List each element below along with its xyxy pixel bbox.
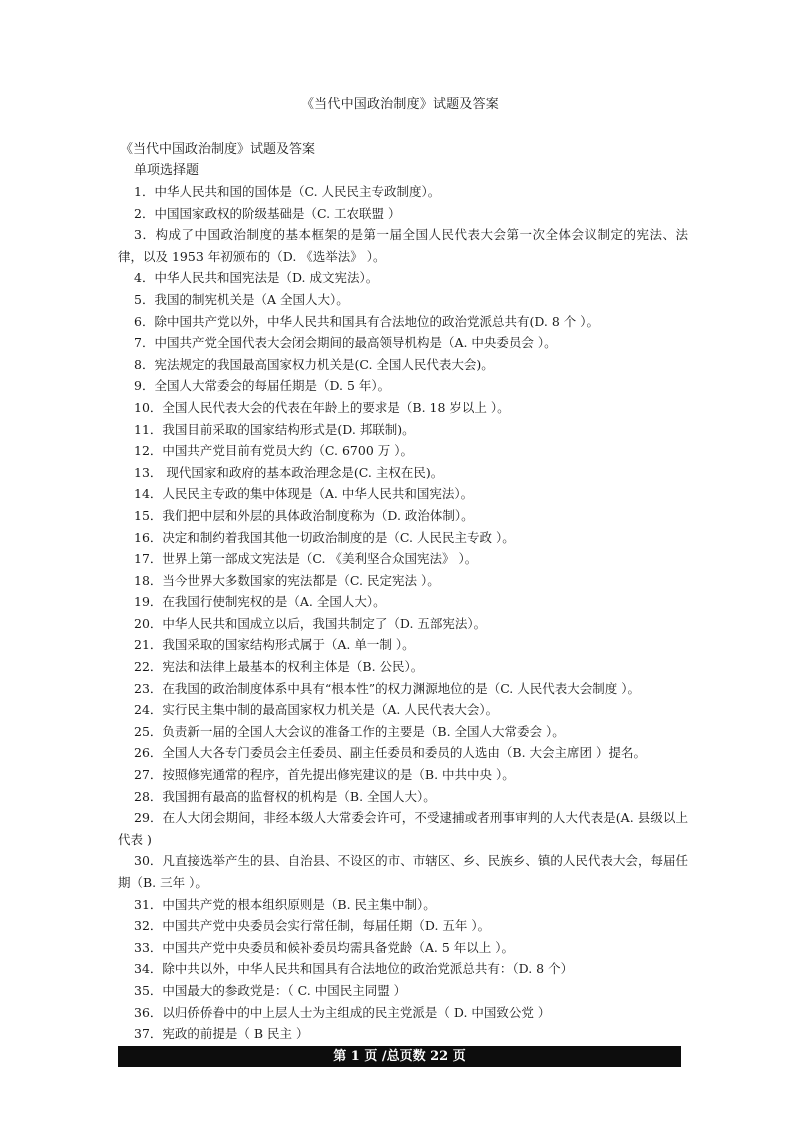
question-item: 22．宪法和法律上最基本的权利主体是（B. 公民）。: [134, 659, 424, 675]
document-title: 《当代中国政治制度》试题及答案: [120, 142, 316, 157]
question-item: 32．中国共产党中央委员会实行常任制，每届任期（D. 五年 ）。: [134, 918, 491, 934]
question-item: 27．按照修宪通常的程序，首先提出修宪建议的是（B. 中共中央 ）。: [134, 767, 515, 783]
question-item: 25．负责新一届的全国人大会议的准备工作的主要是（B. 全国人大常委会 ）。: [134, 723, 565, 739]
question-item: 30．凡直接选举产生的县、自治县、不设区的市、市辖区、乡、民族乡、镇的人民代表大会，每届任期（B. 三年 ）。: [118, 853, 688, 890]
question-item: 24．实行民主集中制的最高国家权力机关是（A. 人民代表大会）。: [134, 702, 499, 718]
question-list: [118, 181, 688, 1045]
question-item: 6．除中国共产党以外，中华人民共和国具有合法地位的政治党派总共有(D. 8 个 ）。: [134, 313, 600, 329]
question-item: 17．世界上第一部成文宪法是（C. 《美利坚合众国宪法》 ）。: [134, 551, 478, 567]
question-item: 11．我国目前采取的国家结构形式是(D. 邦联制)。: [134, 421, 415, 437]
question-item: 12．中国共产党目前有党员大约（C. 6700 万 ）。: [134, 443, 413, 459]
question-item: 10．全国人民代表大会的代表在年龄上的要求是（B. 18 岁以上 ）。: [134, 399, 510, 415]
question-item: 33．中国共产党中央委员和候补委员均需具备党龄（A. 5 年以上 ）。: [134, 939, 515, 955]
question-item: 26．全国人大各专门委员会主任委员、副主任委员和委员的人选由（B. 大会主席团 ）提名。: [134, 745, 647, 761]
question-item: 36．以归侨侨眷中的中上层人士为主组成的民主党派是（ D. 中国致公党 ）: [134, 1004, 551, 1020]
question-item: 3．构成了中国政治制度的基本框架的是第一届全国人民代表大会第一次全体会议制定的宪法、法律，以及 1953 年初颁布的（D. 《选举法》 ）。: [118, 227, 688, 264]
question-item: 16．决定和制约着我国其他一切政治制度的是（C. 人民民主专政 ）。: [134, 529, 515, 545]
question-item: 2．中国国家政权的阶级基础是（C. 工农联盟 ）: [134, 205, 401, 221]
section-label: 单项选择题: [134, 163, 200, 178]
question-item: 14．人民民主专政的集中体现是（A. 中华人民共和国宪法）。: [134, 486, 474, 502]
question-item: 31．中国共产党的根本组织原则是（B. 民主集中制）。: [134, 896, 436, 912]
question-item: 29．在人大闭会期间，非经本级人大常委会许可，不受逮捕或者刑事审判的人大代表是(A. 县级以上代表 ): [118, 810, 688, 847]
question-item: 18．当今世界大多数国家的宪法都是（C. 民定宪法 ）。: [134, 572, 440, 588]
page-footer: 第 1 页 /总页数 22 页: [118, 1046, 681, 1067]
question-item: 8．宪法规定的我国最高国家权力机关是(C. 全国人民代表大会)。: [134, 356, 494, 372]
question-item: 35．中国最大的参政党是：（ C. 中国民主同盟 ）: [134, 982, 407, 998]
question-item: 7．中国共产党全国代表大会闭会期间的最高领导机构是（A. 中央委员会 ）。: [134, 335, 557, 351]
question-item: 9．全国人大常委会的每届任期是（D. 5 年）。: [134, 378, 391, 394]
question-item: 20．中华人民共和国成立以后，我国共制定了（D. 五部宪法）。: [134, 615, 487, 631]
question-item: 21．我国采取的国家结构形式属于（A. 单一制 ）。: [134, 637, 415, 653]
question-item: 23．在我国的政治制度体系中具有“根本性”的权力渊源地位的是（C. 人民代表大会制度 ）。: [134, 680, 640, 696]
question-item: 13． 现代国家和政府的基本政治理念是(C. 主权在民)。: [134, 464, 444, 480]
question-item: 1．中华人民共和国的国体是（C. 人民民主专政制度）。: [134, 184, 441, 199]
page-header-title: 《当代中国政治制度》试题及答案: [300, 97, 499, 112]
question-item: 4．中华人民共和国宪法是（D. 成文宪法）。: [134, 270, 379, 286]
document-body: [118, 139, 688, 1045]
question-item: 5．我国的制宪机关是（A 全国人大）。: [134, 291, 349, 307]
question-item: 37．宪政的前提是（ B 民主 ）: [134, 1026, 309, 1042]
question-item: 15．我们把中层和外层的具体政治制度称为（D. 政治体制）。: [134, 507, 474, 523]
question-item: 28．我国拥有最高的监督权的机构是（B. 全国人大）。: [134, 788, 436, 804]
question-item: 34．除中共以外，中华人民共和国具有合法地位的政治党派总共有：（D. 8 个）: [134, 961, 574, 977]
question-item: 19．在我国行使制宪权的是（A. 全国人大）。: [134, 594, 386, 610]
